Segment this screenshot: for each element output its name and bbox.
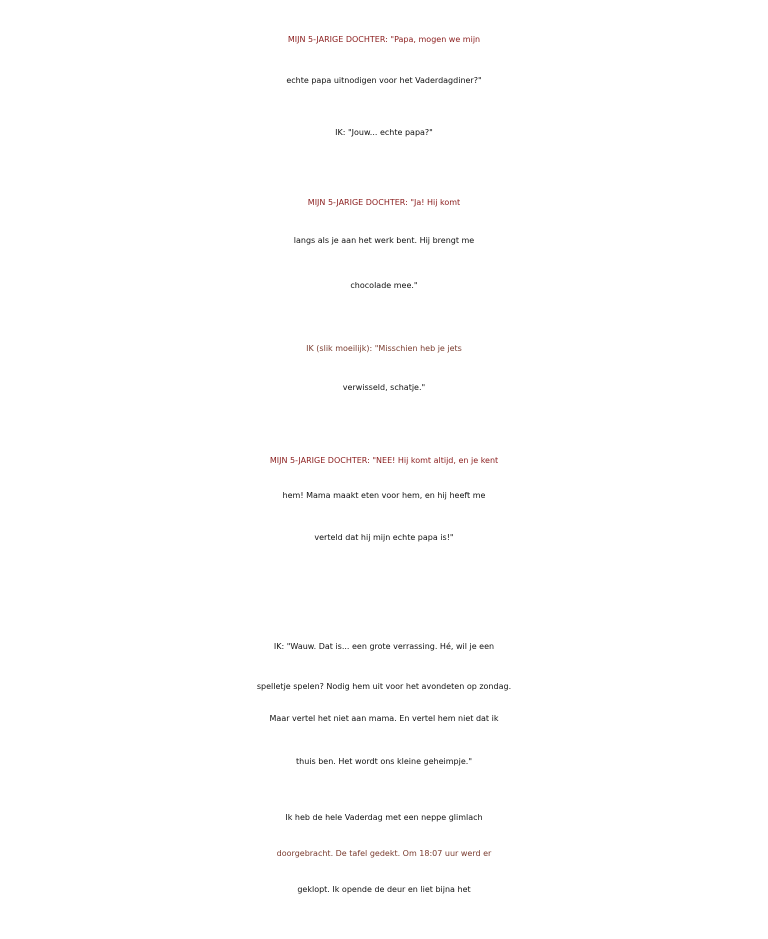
dialogue-line: verwisseld, schatje."	[342, 383, 426, 392]
dialogue-line: geklopt. Ik opende de deur en liet bijna het	[297, 885, 471, 894]
dialogue-line: spelletje spelen? Nodig hem uit voor het avondeten op zondag.	[256, 682, 512, 691]
dialogue-line: thuis ben. Het wordt ons kleine geheimpje."	[296, 757, 472, 766]
dialogue-line: IK (slik moeilijk): "Misschien heb je jets	[306, 344, 462, 353]
dialogue-line: IK: "Jouw... echte papa?"	[335, 128, 433, 137]
dialogue-line: MIJN 5-JARIGE DOCHTER: "Ja! Hij komt	[307, 198, 461, 207]
dialogue-line: chocolade mee."	[350, 281, 418, 290]
dialogue-line: Maar vertel het niet aan mama. En vertel hem niet dat ik	[269, 714, 499, 723]
dialogue-line: Ik heb de hele Vaderdag met een neppe glimlach	[285, 813, 483, 822]
dialogue-line: IK: "Wauw. Dat is... een grote verrassing. Hé, wil je een	[273, 642, 495, 651]
dialogue-line: hem! Mama maakt eten voor hem, en hij heeft me	[282, 491, 486, 500]
dialogue-line: MIJN 5-JARIGE DOCHTER: "NEE! Hij komt altijd, en je kent	[269, 456, 499, 465]
dialogue-line: verteld dat hij mijn echte papa is!"	[314, 533, 454, 542]
dialogue-line: doorgebracht. De tafel gedekt. Om 18:07 uur werd er	[276, 849, 492, 858]
dialogue-line: MIJN 5-JARIGE DOCHTER: "Papa, mogen we mijn	[287, 35, 481, 44]
dialogue-line: echte papa uitnodigen voor het Vaderdagdiner?"	[286, 76, 482, 85]
dialogue-line: langs als je aan het werk bent. Hij brengt me	[293, 236, 475, 245]
